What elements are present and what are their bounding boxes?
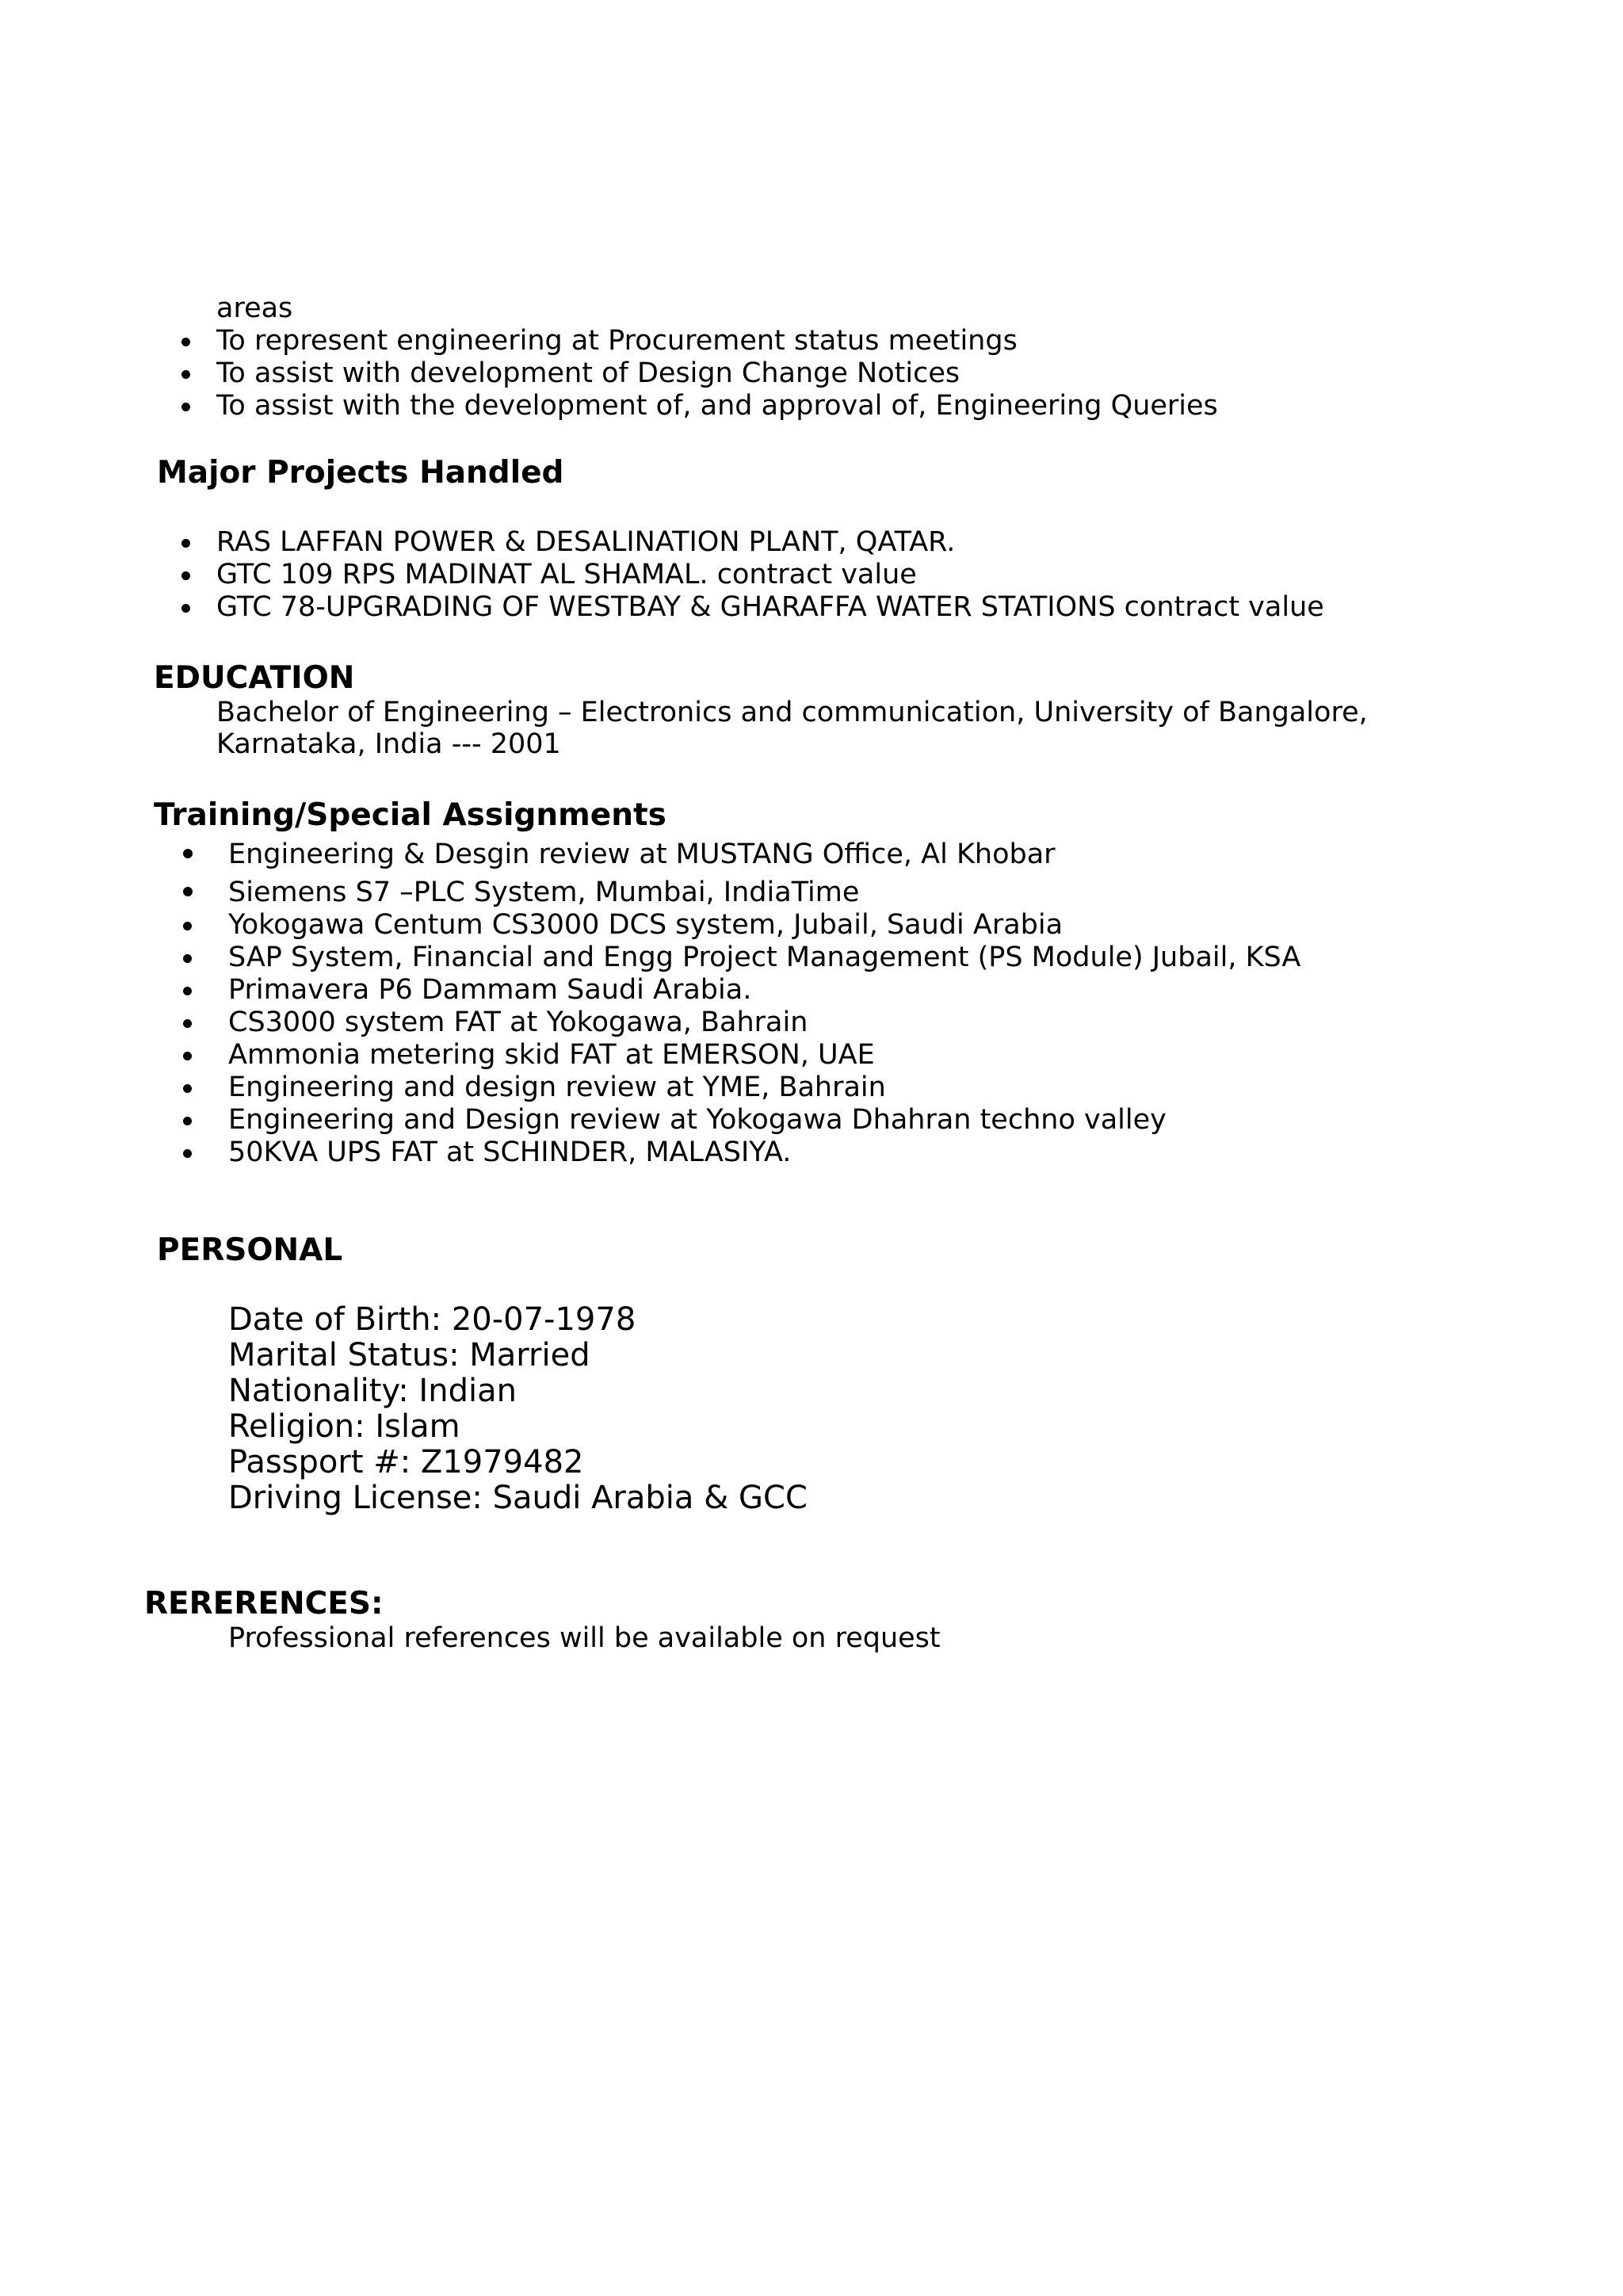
training-item: Engineering & Desgin review at MUSTANG Office, Al Khobar [228, 839, 1056, 870]
bullet-icon [183, 1084, 192, 1093]
bullet-icon [181, 604, 190, 613]
references-text: Professional references will be available on request [228, 1622, 941, 1654]
training-item: 50KVA UPS FAT at SCHINDER, MALASIYA. [228, 1137, 792, 1168]
bullet-icon [183, 887, 193, 896]
personal-line: Passport #: Z1979482 [228, 1444, 584, 1480]
personal-line: Religion: Islam [228, 1408, 460, 1445]
personal-line: Nationality: Indian [228, 1373, 517, 1409]
bullet-icon [181, 403, 190, 411]
education-line: Karnataka, India --- 2001 [216, 728, 561, 760]
training-item: Primavera P6 Dammam Saudi Arabia. [228, 974, 752, 1006]
training-item: Ammonia metering skid FAT at EMERSON, UAE [228, 1039, 875, 1071]
training-item: SAP System, Financial and Engg Project Management (PS Module) Jubail, KSA [228, 942, 1301, 973]
bullet-icon [181, 571, 190, 580]
personal-line: Marital Status: Married [228, 1337, 590, 1373]
duty-item: To represent engineering at Procurement status meetings [216, 325, 1018, 357]
education-line: Bachelor of Engineering – Electronics and communication, University of Bangalore, [216, 697, 1368, 728]
training-item: Engineering and Design review at Yokogawa Dhahran techno valley [228, 1104, 1167, 1136]
duties-continuation: areas [216, 292, 293, 324]
bullet-icon [183, 1019, 192, 1028]
personal-line: Driving License: Saudi Arabia & GCC [228, 1480, 808, 1516]
training-item: Siemens S7 –PLC System, Mumbai, IndiaTime [228, 877, 860, 908]
bullet-icon [183, 922, 192, 930]
training-item: Engineering and design review at YME, Bahrain [228, 1072, 886, 1103]
project-item: GTC 78-UPGRADING OF WESTBAY & GHARAFFA WATER STATIONS contract value [216, 591, 1324, 623]
bullet-icon [183, 1117, 192, 1125]
bullet-icon [183, 849, 193, 858]
training-item: CS3000 system FAT at Yokogawa, Bahrain [228, 1007, 808, 1038]
personal-heading: PERSONAL [157, 1232, 343, 1268]
references-heading: RERERENCES: [144, 1586, 384, 1622]
training-item: Yokogawa Centum CS3000 DCS system, Jubail, Saudi Arabia [228, 909, 1064, 941]
project-item: GTC 109 RPS MADINAT AL SHAMAL. contract value [216, 559, 917, 590]
bullet-icon [183, 987, 192, 995]
duty-item: To assist with development of Design Change Notices [216, 357, 960, 389]
project-item: RAS LAFFAN POWER & DESALINATION PLANT, QATAR. [216, 526, 956, 558]
duty-item: To assist with the development of, and approval of, Engineering Queries [216, 390, 1218, 422]
bullet-icon [181, 370, 190, 379]
training-heading: Training/Special Assignments [154, 797, 666, 833]
bullet-icon [183, 1149, 192, 1158]
education-heading: EDUCATION [154, 660, 355, 696]
bullet-icon [183, 1052, 192, 1060]
bullet-icon [181, 539, 190, 548]
bullet-icon [181, 338, 190, 346]
personal-line: Date of Birth: 20-07-1978 [228, 1301, 636, 1338]
projects-heading: Major Projects Handled [157, 455, 564, 491]
bullet-icon [183, 954, 192, 963]
